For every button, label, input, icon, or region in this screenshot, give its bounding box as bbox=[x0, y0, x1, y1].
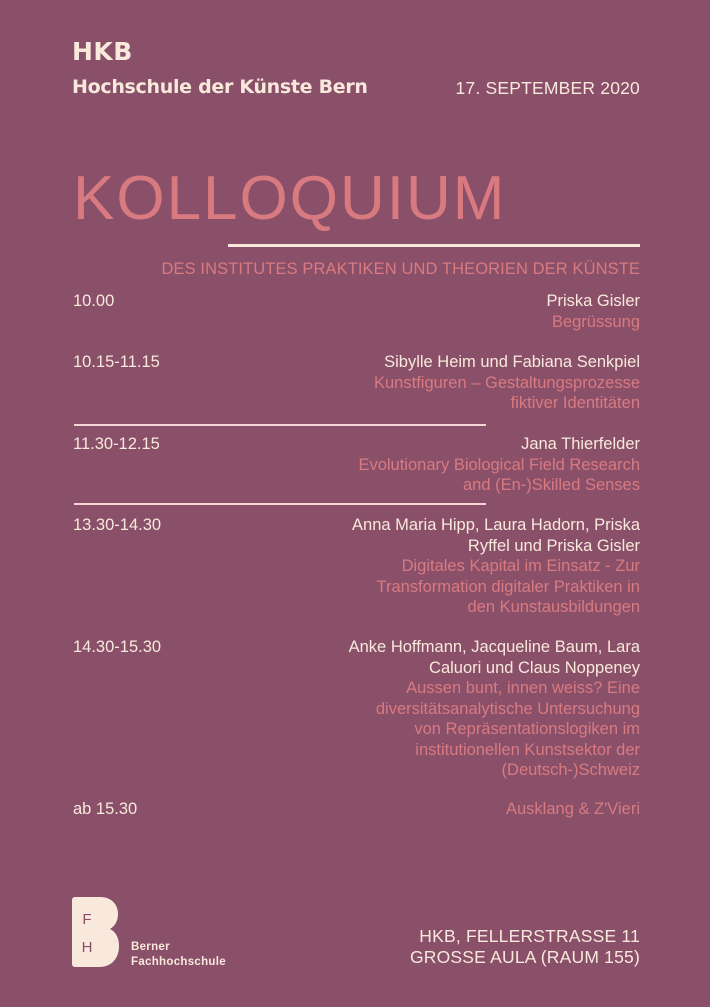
schedule-item bbox=[73, 637, 640, 781]
section-divider bbox=[74, 424, 486, 426]
schedule-item bbox=[73, 291, 640, 332]
speaker-name: Priska Gisler bbox=[546, 292, 640, 310]
talk-title: Kunstfiguren – Gestaltungsprozesse bbox=[374, 373, 640, 392]
talk-title: Begrüssung bbox=[551, 312, 640, 331]
talk-title: and (En-)Skilled Senses bbox=[462, 476, 640, 494]
talk-title: Evolutionary Biological Field Research bbox=[358, 455, 640, 474]
venue-address bbox=[410, 926, 640, 968]
schedule-item bbox=[73, 352, 640, 414]
talk-title: Transformation digitaler Praktiken in bbox=[376, 577, 640, 596]
title-divider bbox=[228, 244, 640, 247]
speaker-name: Anke Hoffmann, Jacqueline Baum, Lara bbox=[348, 638, 640, 656]
talk-title: institutionellen Kunstsektor der bbox=[415, 740, 640, 759]
event-date: 17. SEPTEMBER 2020 bbox=[455, 78, 640, 98]
svg-text:H: H bbox=[81, 939, 93, 956]
logo-text-line: Berner bbox=[131, 941, 170, 953]
schedule-time: 10.00 bbox=[73, 292, 115, 310]
logo-text-line: Fachhochschule bbox=[131, 956, 226, 968]
schedule-item bbox=[73, 515, 640, 618]
talk-title: Digitales Kapital im Einsatz - Zur bbox=[401, 557, 640, 575]
talk-title: von Repräsentationslogiken im bbox=[414, 720, 640, 738]
speaker-name: Sibylle Heim und Fabiana Senkpiel bbox=[384, 353, 640, 371]
schedule-item bbox=[73, 434, 640, 496]
talk-title: Aussen bunt, innen weiss? Eine bbox=[406, 679, 640, 697]
speaker-name: Caluori und Claus Noppeney bbox=[429, 658, 640, 677]
svg-text:F: F bbox=[82, 911, 92, 928]
page-subtitle: DES INSTITUTES PRAKTIKEN UND THEORIEN DER KÜNSTE bbox=[161, 260, 640, 278]
speaker-name: Anna Maria Hipp, Laura Hadorn, Priska bbox=[352, 516, 640, 534]
bfh-logo-icon bbox=[72, 897, 120, 967]
section-divider bbox=[74, 503, 486, 505]
schedule-time: 10.15-11.15 bbox=[73, 353, 160, 371]
talk-title: Ausklang & Z'Vieri bbox=[506, 800, 640, 818]
speaker-name: Jana Thierfelder bbox=[521, 435, 640, 453]
schedule-time: 14.30-15.30 bbox=[73, 638, 162, 656]
schedule-item bbox=[73, 799, 640, 820]
talk-title: fiktiver Identitäten bbox=[510, 394, 640, 412]
schedule-time: ab 15.30 bbox=[73, 800, 138, 818]
talk-title: den Kunstausbildungen bbox=[467, 598, 640, 616]
schedule-time: 13.30-14.30 bbox=[73, 516, 162, 534]
brand-short: HKB bbox=[72, 37, 133, 66]
address-line: HKB, FELLERSTRASSE 11 bbox=[419, 926, 640, 946]
brand-full-name: Hochschule der Künste Bern bbox=[72, 76, 368, 98]
address-line: GROSSE AULA (RAUM 155) bbox=[409, 947, 640, 967]
page-title: KOLLOQUIUM bbox=[73, 164, 507, 233]
talk-title: (Deutsch-)Schweiz bbox=[501, 761, 640, 779]
schedule-time: 11.30-12.15 bbox=[73, 435, 160, 453]
bfh-logo-text bbox=[131, 940, 226, 970]
talk-title: diversitätsanalytische Untersuchung bbox=[375, 699, 640, 718]
speaker-name: Ryffel und Priska Gisler bbox=[467, 536, 640, 555]
